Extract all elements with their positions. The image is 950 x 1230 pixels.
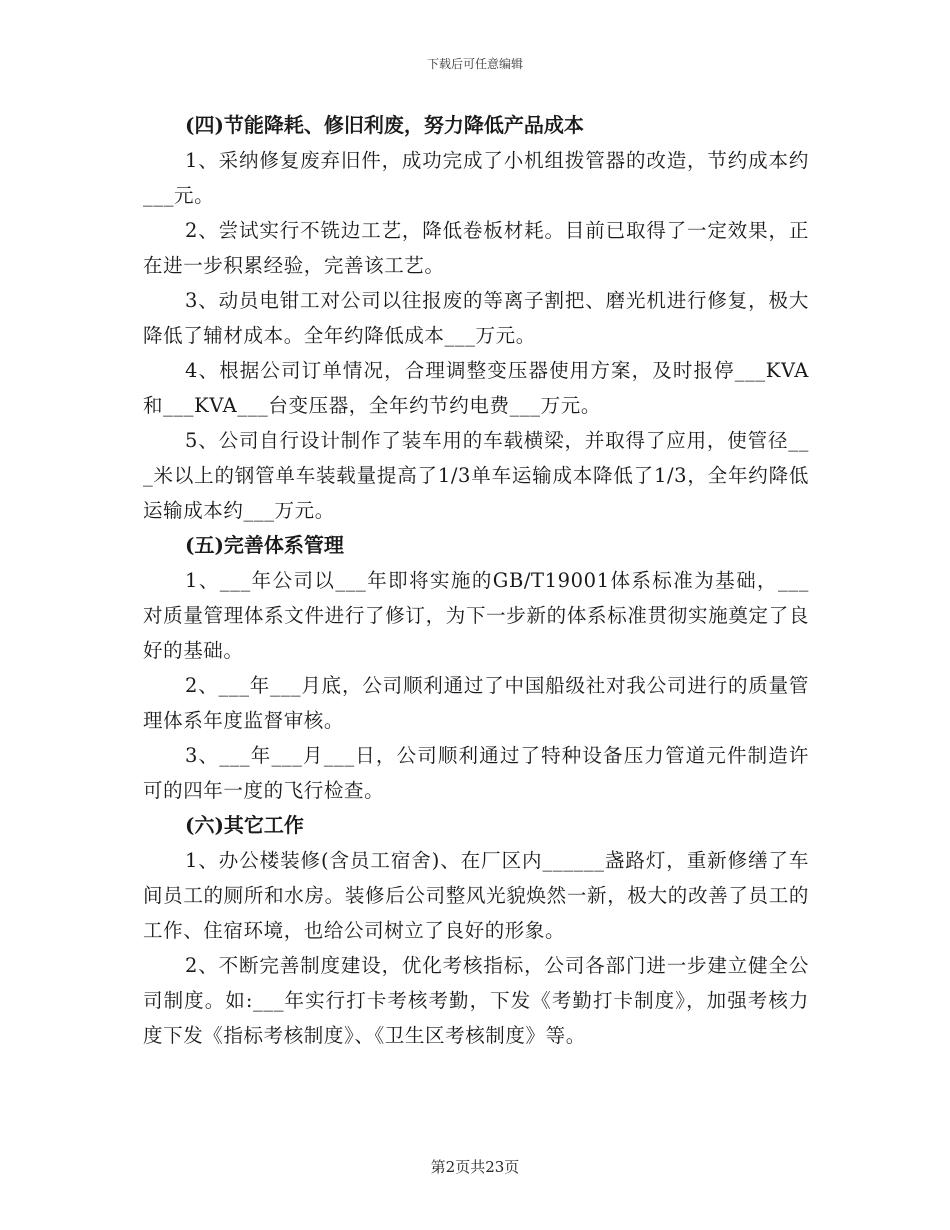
paragraph: 3、动员电钳工对公司以往报废的等离子割把、磨光机进行修复，极大降低了辅材成本。全年约降低成本___万元。 [143, 289, 809, 347]
paragraph: 1、___年公司以___年即将实施的GB/T19001体系标准为基础，___对质量管理体系文件进行了修订，为下一步新的体系标准贯彻实施奠定了良好的基础。 [143, 569, 809, 662]
document-body [143, 108, 809, 1053]
section-heading: (四)节能降耗、修旧利废，努力降低产品成本 [185, 113, 584, 137]
paragraph: 2、尝试实行不铣边工艺，降低卷板材耗。目前已取得了一定效果，正在进一步积累经验，完善该工艺。 [143, 219, 809, 277]
paragraph: 2、___年___月底，公司顺利通过了中国船级社对我公司进行的质量管理体系年度监督审核。 [143, 674, 809, 732]
section-heading: (六)其它工作 [185, 813, 304, 837]
page-footer: 第2页共23页 [430, 1158, 520, 1176]
page-header: 下载后可任意编辑 [426, 57, 523, 71]
paragraph: 3、___年___月___日，公司顺利通过了特种设备压力管道元件制造许可的四年一度的飞行检查。 [143, 744, 809, 802]
paragraph: 1、采纳修复废弃旧件，成功完成了小机组拨管器的改造，节约成本约___元。 [143, 149, 809, 207]
paragraph: 1、办公楼装修(含员工宿舍)、在厂区内______盏路灯，重新修缮了车间员工的厕所和水房。装修后公司整风光貌焕然一新，极大的改善了员工的工作、住宿环境，也给公司树立了良好的形象。 [143, 849, 809, 942]
paragraph: 2、不断完善制度建设，优化考核指标，公司各部门进一步建立健全公司制度。如:___年实行打卡考核考勤，下发《考勤打卡制度》，加强考核力度下发《指标考核制度》、《卫生区考核制度》等。 [143, 954, 809, 1047]
paragraph: 4、根据公司订单情况，合理调整变压器使用方案，及时报停___KVA和___KVA___台变压器，全年约节约电费___万元。 [143, 359, 809, 417]
section-heading: (五)完善体系管理 [185, 533, 344, 557]
paragraph: 5、公司自行设计制作了装车用的车载横梁，并取得了应用，使管径___米以上的钢管单车装载量提高了1/3单车运输成本降低了1/3，全年约降低运输成本约___万元。 [143, 429, 809, 522]
